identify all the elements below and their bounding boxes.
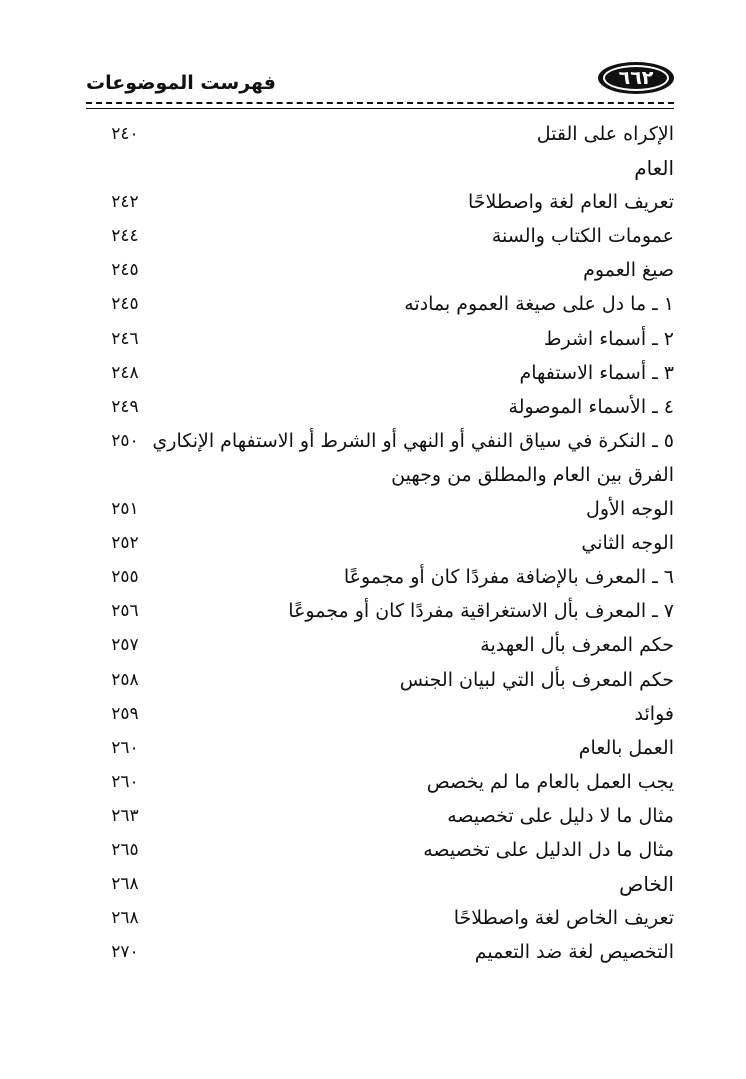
toc-entry-title: ٣ ـ أسماء الاستفهام: [519, 361, 674, 384]
toc-entry: [100, 287, 674, 321]
toc-list: [100, 117, 674, 969]
toc-entry-page: ٢٤٩: [111, 396, 139, 417]
toc-entry-title: الإكراه على القتل: [536, 123, 674, 145]
toc-entry-title: فوائد: [634, 702, 674, 725]
toc-entry: [100, 356, 674, 390]
toc-entry-title: ٧ ـ المعرف بأل الاستغراقية مفردًا كان أو مجموعًا: [288, 600, 674, 623]
toc-entry: [100, 833, 674, 867]
toc-entry-title: الفرق بين العام والمطلق من وجهين: [391, 463, 674, 486]
toc-entry-title: صيغ العموم: [583, 259, 674, 282]
toc-entry-page: ٢٥٩: [111, 703, 139, 724]
toc-entry: [100, 117, 674, 151]
toc-entry: [100, 799, 674, 833]
toc-entry: [100, 901, 674, 935]
toc-entry: [100, 628, 674, 662]
toc-entry-title: ٦ ـ المعرف بالإضافة مفردًا كان أو مجموعًا: [343, 566, 674, 589]
toc-entry-page: ٢٥٢: [111, 533, 139, 554]
toc-entry: [100, 253, 674, 287]
toc-entry: [100, 151, 674, 185]
toc-entry-title: مثال ما لا دليل على تخصيصه: [447, 804, 674, 827]
toc-entry-title: مثال ما دل الدليل على تخصيصه: [423, 838, 674, 861]
toc-entry-page: ٢٤٠: [111, 124, 139, 144]
toc-entry-title: العمل بالعام: [578, 736, 674, 759]
toc-entry-page: ٢٦٣: [111, 805, 139, 826]
toc-entry-page: ٢٤٥: [111, 260, 139, 281]
toc-entry: [100, 424, 674, 458]
toc-entry-page: ٢٥١: [111, 499, 139, 520]
toc-entry-page: ٢٦٠: [111, 771, 139, 792]
toc-entry: [100, 765, 674, 799]
toc-entry: [100, 492, 674, 526]
header-dashed-rule: [86, 102, 674, 104]
toc-entry-title: العام: [634, 156, 674, 181]
toc-entry-page: ٢٦٠: [111, 737, 139, 758]
toc-entry-title: الخاص: [619, 872, 674, 897]
toc-entry-page: ٢٥٨: [111, 669, 139, 690]
toc-entry: [100, 526, 674, 560]
toc-entry: [100, 697, 674, 731]
toc-entry: [100, 867, 674, 901]
toc-entry-page: ٢٦٨: [111, 908, 139, 929]
toc-entry-title: ٥ ـ النكرة في سياق النفي أو النهي أو الشرط أو الاستفهام الإنكاري: [152, 429, 674, 452]
toc-entry-title: ١ ـ ما دل على صيغة العموم بمادته: [404, 293, 674, 316]
toc-entry: [100, 390, 674, 424]
toc-entry-title: حكم المعرف بأل التي لبيان الجنس: [399, 668, 674, 691]
toc-entry-page: ٢٦٨: [111, 874, 139, 895]
page-number: ٦٦٢: [603, 65, 669, 91]
toc-entry-page: ٢٤٢: [111, 192, 139, 213]
header-title: فهرست الموضوعات: [86, 72, 276, 94]
page-header: [86, 62, 674, 102]
toc-entry-title: يجب العمل بالعام ما لم يخصص: [426, 770, 674, 793]
toc-entry-page: ٢٤٨: [111, 362, 139, 383]
toc-entry-title: ٤ ـ الأسماء الموصولة: [508, 395, 674, 418]
toc-entry-title: ٢ ـ أسماء اشرط: [543, 327, 674, 350]
toc-entry-page: ٢٤٥: [111, 294, 139, 315]
toc-entry: [100, 219, 674, 253]
toc-entry-page: ٢٧٠: [111, 942, 139, 963]
toc-entry-page: ٢٤٤: [111, 226, 139, 247]
toc-entry-title: الوجه الثاني: [581, 532, 674, 555]
toc-entry-page: ٢٥٧: [111, 635, 139, 656]
toc-entry: [100, 458, 674, 492]
toc-entry-page: ٢٥٠: [111, 430, 139, 451]
toc-entry-page: ٢٥٦: [111, 601, 139, 622]
toc-entry-title: تعريف العام لغة واصطلاحًا: [468, 191, 674, 214]
page-number-badge: [598, 62, 674, 94]
toc-entry-page: ٢٦٥: [111, 839, 139, 860]
toc-entry: [100, 560, 674, 594]
toc-entry-title: حكم المعرف بأل العهدية: [480, 634, 674, 657]
toc-entry: [100, 594, 674, 628]
header-solid-rule: [86, 108, 674, 109]
toc-entry-page: ٢٤٦: [111, 328, 139, 349]
toc-entry-title: تعريف الخاص لغة واصطلاحًا: [453, 907, 674, 930]
toc-entry: [100, 322, 674, 356]
toc-entry: [100, 935, 674, 969]
toc-entry: [100, 185, 674, 219]
toc-entry-title: التخصيص لغة ضد التعميم: [474, 941, 674, 964]
toc-entry-title: الوجه الأول: [586, 498, 674, 521]
toc-entry: [100, 731, 674, 765]
toc-entry-title: عمومات الكتاب والسنة: [491, 225, 674, 248]
toc-entry-page: ٢٥٥: [111, 567, 139, 588]
toc-entry: [100, 663, 674, 697]
